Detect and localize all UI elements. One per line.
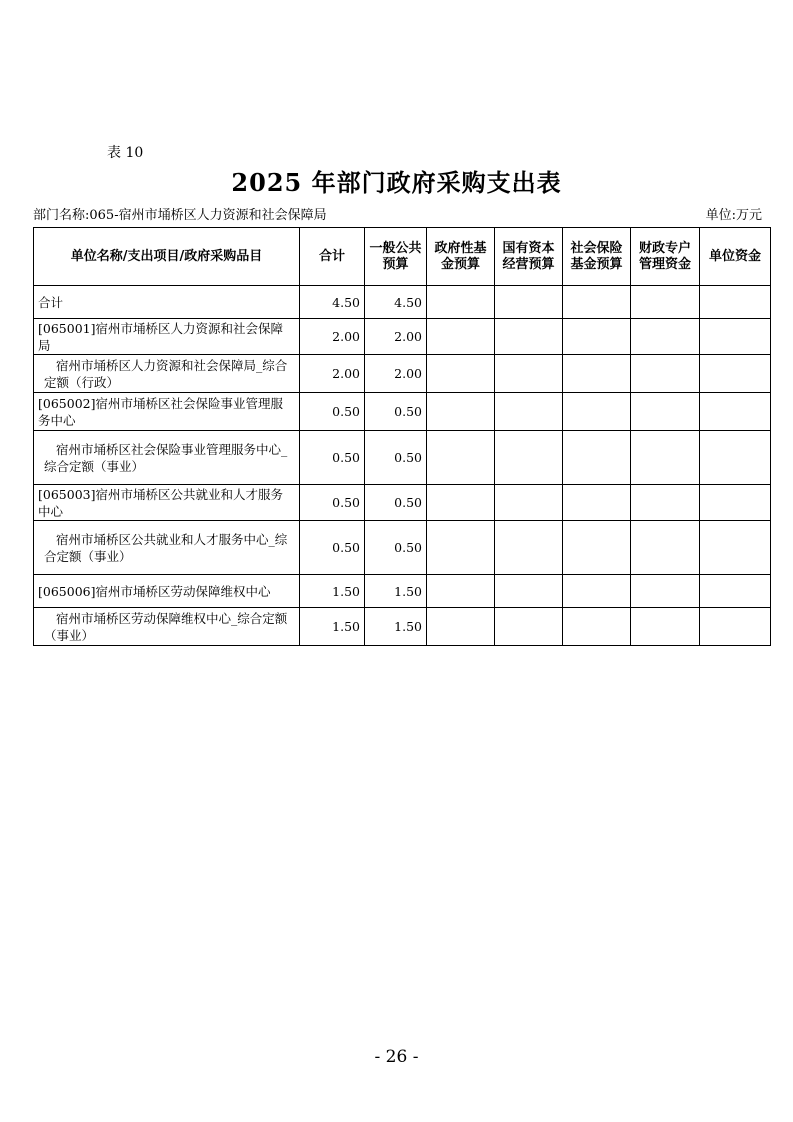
table-row <box>34 485 771 521</box>
row-general-budget-cell: 0.50 <box>365 393 427 431</box>
row-empty-cell <box>427 608 495 646</box>
row-empty-cell <box>495 485 563 521</box>
row-empty-cell <box>631 393 700 431</box>
row-total-cell: 2.00 <box>300 355 365 393</box>
row-empty-cell <box>700 575 771 608</box>
row-general-budget-cell: 2.00 <box>365 355 427 393</box>
column-header-state-capital: 国有资本经营预算 <box>495 228 563 286</box>
table-header-row <box>34 228 771 286</box>
row-empty-cell <box>495 393 563 431</box>
department-name: 部门名称:065-宿州市埇桥区人力资源和社会保障局 <box>33 208 327 223</box>
table-row <box>34 575 771 608</box>
row-name-cell: 宿州市埇桥区公共就业和人才服务中心_综合定额（事业） <box>34 521 300 575</box>
table-label: 表 10 <box>107 145 144 161</box>
row-name-cell: [065003]宿州市埇桥区公共就业和人才服务中心 <box>34 485 300 521</box>
row-name-cell: [065001]宿州市埇桥区人力资源和社会保障局 <box>34 319 300 355</box>
row-empty-cell <box>700 608 771 646</box>
table-row <box>34 521 771 575</box>
column-header-social-insurance: 社会保险基金预算 <box>563 228 631 286</box>
row-empty-cell <box>563 485 631 521</box>
row-total-cell: 0.50 <box>300 393 365 431</box>
page-title: 2025 年部门政府采购支出表 <box>231 168 562 197</box>
row-general-budget-cell: 0.50 <box>365 521 427 575</box>
row-empty-cell <box>700 431 771 485</box>
row-empty-cell <box>700 521 771 575</box>
table-row <box>34 355 771 393</box>
row-empty-cell <box>563 286 631 319</box>
row-total-cell: 2.00 <box>300 319 365 355</box>
row-empty-cell <box>700 485 771 521</box>
column-header-general-budget: 一般公共预算 <box>365 228 427 286</box>
procurement-table <box>33 227 771 646</box>
row-empty-cell <box>631 575 700 608</box>
row-empty-cell <box>563 431 631 485</box>
row-empty-cell <box>427 521 495 575</box>
row-empty-cell <box>427 575 495 608</box>
table-row <box>34 393 771 431</box>
row-general-budget-cell: 1.50 <box>365 608 427 646</box>
row-empty-cell <box>563 521 631 575</box>
row-empty-cell <box>427 355 495 393</box>
row-name-cell: 宿州市埇桥区人力资源和社会保障局_综合定额（行政） <box>34 355 300 393</box>
row-total-cell: 1.50 <box>300 608 365 646</box>
row-name-cell: [065006]宿州市埇桥区劳动保障维权中心 <box>34 575 300 608</box>
row-empty-cell <box>631 319 700 355</box>
row-empty-cell <box>700 355 771 393</box>
row-general-budget-cell: 1.50 <box>365 575 427 608</box>
row-name-cell: 宿州市埇桥区劳动保障维权中心_综合定额（事业） <box>34 608 300 646</box>
row-total-cell: 0.50 <box>300 431 365 485</box>
row-empty-cell <box>700 393 771 431</box>
row-empty-cell <box>563 393 631 431</box>
column-header-unit-funds: 单位资金 <box>700 228 771 286</box>
row-empty-cell <box>700 286 771 319</box>
page-number: - 26 - <box>374 1047 419 1067</box>
table-body <box>34 286 771 646</box>
row-name-cell: [065002]宿州市埇桥区社会保险事业管理服务中心 <box>34 393 300 431</box>
row-general-budget-cell: 2.00 <box>365 319 427 355</box>
column-header-name: 单位名称/支出项目/政府采购品目 <box>34 228 300 286</box>
row-empty-cell <box>495 575 563 608</box>
row-empty-cell <box>563 575 631 608</box>
row-empty-cell <box>495 286 563 319</box>
row-empty-cell <box>700 319 771 355</box>
row-empty-cell <box>495 355 563 393</box>
column-header-total: 合计 <box>300 228 365 286</box>
row-empty-cell <box>427 431 495 485</box>
row-empty-cell <box>427 319 495 355</box>
row-empty-cell <box>563 355 631 393</box>
row-total-cell: 1.50 <box>300 575 365 608</box>
row-name-cell: 宿州市埇桥区社会保险事业管理服务中心_综合定额（事业） <box>34 431 300 485</box>
row-total-cell: 0.50 <box>300 485 365 521</box>
row-general-budget-cell: 4.50 <box>365 286 427 319</box>
row-empty-cell <box>631 608 700 646</box>
row-empty-cell <box>631 485 700 521</box>
row-empty-cell <box>427 485 495 521</box>
row-empty-cell <box>631 286 700 319</box>
table-row <box>34 431 771 485</box>
row-empty-cell <box>495 319 563 355</box>
row-general-budget-cell: 0.50 <box>365 485 427 521</box>
table-row <box>34 319 771 355</box>
row-name-cell: 合计 <box>34 286 300 319</box>
row-empty-cell <box>631 521 700 575</box>
row-empty-cell <box>495 521 563 575</box>
row-empty-cell <box>563 608 631 646</box>
column-header-government-fund: 政府性基金预算 <box>427 228 495 286</box>
row-empty-cell <box>495 431 563 485</box>
row-empty-cell <box>427 286 495 319</box>
row-empty-cell <box>427 393 495 431</box>
row-general-budget-cell: 0.50 <box>365 431 427 485</box>
table-row <box>34 286 771 319</box>
row-empty-cell <box>631 431 700 485</box>
column-header-special-account: 财政专户管理资金 <box>631 228 700 286</box>
row-total-cell: 0.50 <box>300 521 365 575</box>
row-empty-cell <box>495 608 563 646</box>
row-empty-cell <box>631 355 700 393</box>
row-empty-cell <box>563 319 631 355</box>
unit-label: 单位:万元 <box>705 208 762 223</box>
row-total-cell: 4.50 <box>300 286 365 319</box>
table-row <box>34 608 771 646</box>
